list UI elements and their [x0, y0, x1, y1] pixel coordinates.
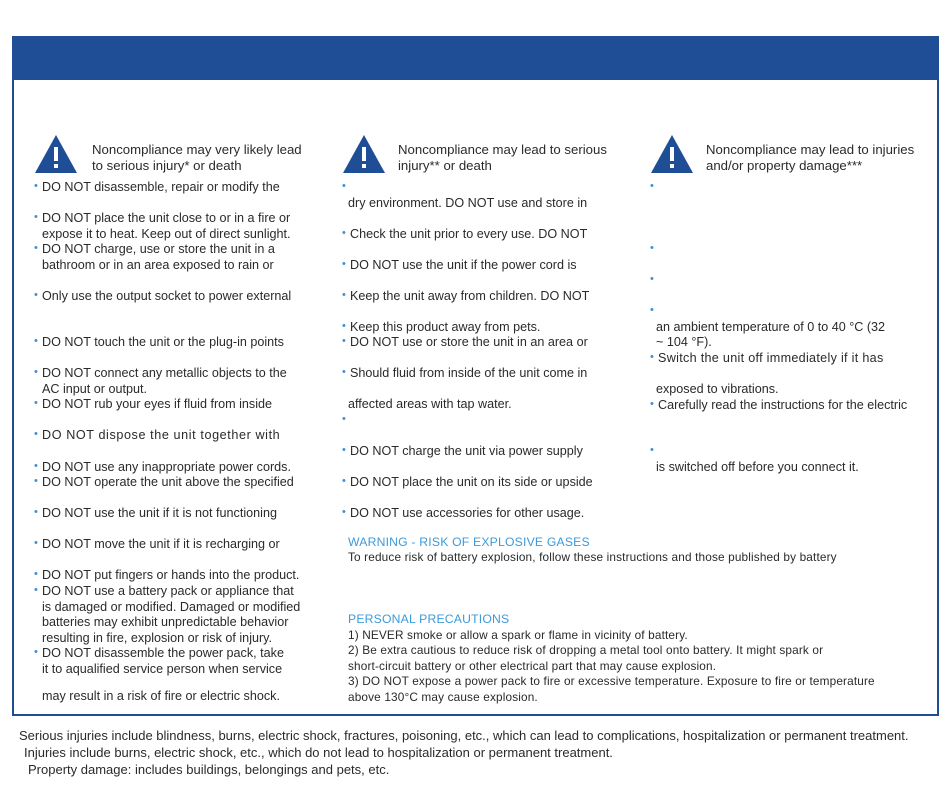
header-bar: [14, 38, 937, 80]
continuation-text: exposed to vibrations.: [656, 382, 779, 396]
column-minor-risk: Noncompliance may lead to injuries and/or property damage*** • • • • an ambient temperature of 0 to 40 °C (32 ~ 104 °F). • Switch the unit off immediately if it has exposed to vibrations. • Carefully read the instructions for the electric • is switched off before you connect it.: [650, 134, 935, 494]
precautions-section-title: PERSONAL PRECAUTIONS: [348, 612, 510, 626]
continuation-text: is switched off before you connect it.: [656, 460, 859, 474]
column-heading: [34, 134, 334, 178]
heading-text: Noncompliance may lead to injuries and/or property damage***: [706, 142, 915, 173]
column-heading: [650, 134, 935, 178]
column-heading: [342, 134, 642, 178]
heading-text: Noncompliance may lead to serious injury** or death: [398, 142, 607, 173]
safety-panel: [12, 36, 939, 716]
precaution-line: 1) NEVER smoke or allow a spark or flame in vicinity of battery.: [348, 628, 688, 642]
warning-section-title: WARNING - RISK OF EXPLOSIVE GASES: [348, 535, 590, 549]
warning-section-text: To reduce risk of battery explosion, follow these instructions and those published by battery: [348, 550, 837, 564]
footnote-serious-injuries: Serious injuries include blindness, burns, electric shock, fractures, poisoning, etc., which can lead to complications, hospitalization or permanent treatment.: [19, 728, 909, 743]
continuation-text: an ambient temperature of 0 to 40 °C (32: [656, 320, 886, 334]
heading-text: Noncompliance may very likely lead to serious injury* or death: [92, 142, 302, 173]
warning-triangle-icon: [342, 134, 386, 174]
precaution-line: short-circuit battery or other electrical part that may cause explosion.: [348, 659, 717, 673]
continuation-text: ~ 104 °F).: [656, 335, 712, 349]
warning-triangle-icon: [650, 134, 694, 174]
trailing-text: may result in a risk of fire or electric shock.: [42, 689, 280, 703]
warning-triangle-icon: [34, 134, 78, 174]
precaution-line: 3) DO NOT expose a power pack to fire or excessive temperature. Exposure to fire or temperature: [348, 674, 875, 688]
continuation-text: dry environment. DO NOT use and store in: [348, 196, 588, 210]
footnote-injuries: Injuries include burns, electric shock, etc., which do not lead to hospitalization or permanent treatment.: [24, 745, 613, 760]
continuation-text: affected areas with tap water.: [348, 397, 512, 411]
column-moderate-risk: Noncompliance may lead to serious injury** or death • dry environment. DO NOT use and store in • Check the unit prior to every use. DO NOT • DO NOT use the unit if the power cord is • Keep the unit away from children. DO NOT • Keep this product away from pets. • DO NOT use or store the unit in an area or • Should fluid from inside of the unit come in affected areas with tap water. • • DO NOT charge the unit via power supply • DO NOT place the unit on its side or upside • DO NOT use accessories for other usage.: [342, 134, 642, 534]
column-serious-risk: Noncompliance may very likely lead to serious injury* or death • DO NOT disassemble, repair or modify the • DO NOT place the unit close to or in a fire or expose it to heat. Keep out of direct sunlight. • DO NOT charge, use or store the unit in a bathroom or in an area exposed to rain or • Only use the output socket to power external • DO NOT touch the unit or the plug-in points • DO NOT connect any metallic objects to the AC input or output. • DO NOT rub your eyes if fluid from inside • DO NOT dispose the unit together with • DO NOT use any inappropriate power cords. • DO NOT operate the unit above the specified • DO NOT use the unit if it is not functioning • DO NOT move the unit if it is recharging or • DO NOT put fingers or hands into the product. • DO NOT use a battery pack or appliance that is damaged or modified. Damaged or modified batteries may exhibit unpredictable behavior resulting in fire, explosion or risk of injury. • DO NOT disassemble the power pack, take it to aqualified service person when service may result in a risk of fire or electric shock.: [34, 134, 334, 714]
precaution-line: above 130°C may cause explosion.: [348, 690, 538, 704]
precaution-line: 2) Be extra cautious to reduce risk of dropping a metal tool onto battery. It might spark or: [348, 643, 824, 657]
footnote-property-damage: Property damage: includes buildings, belongings and pets, etc.: [28, 762, 390, 777]
